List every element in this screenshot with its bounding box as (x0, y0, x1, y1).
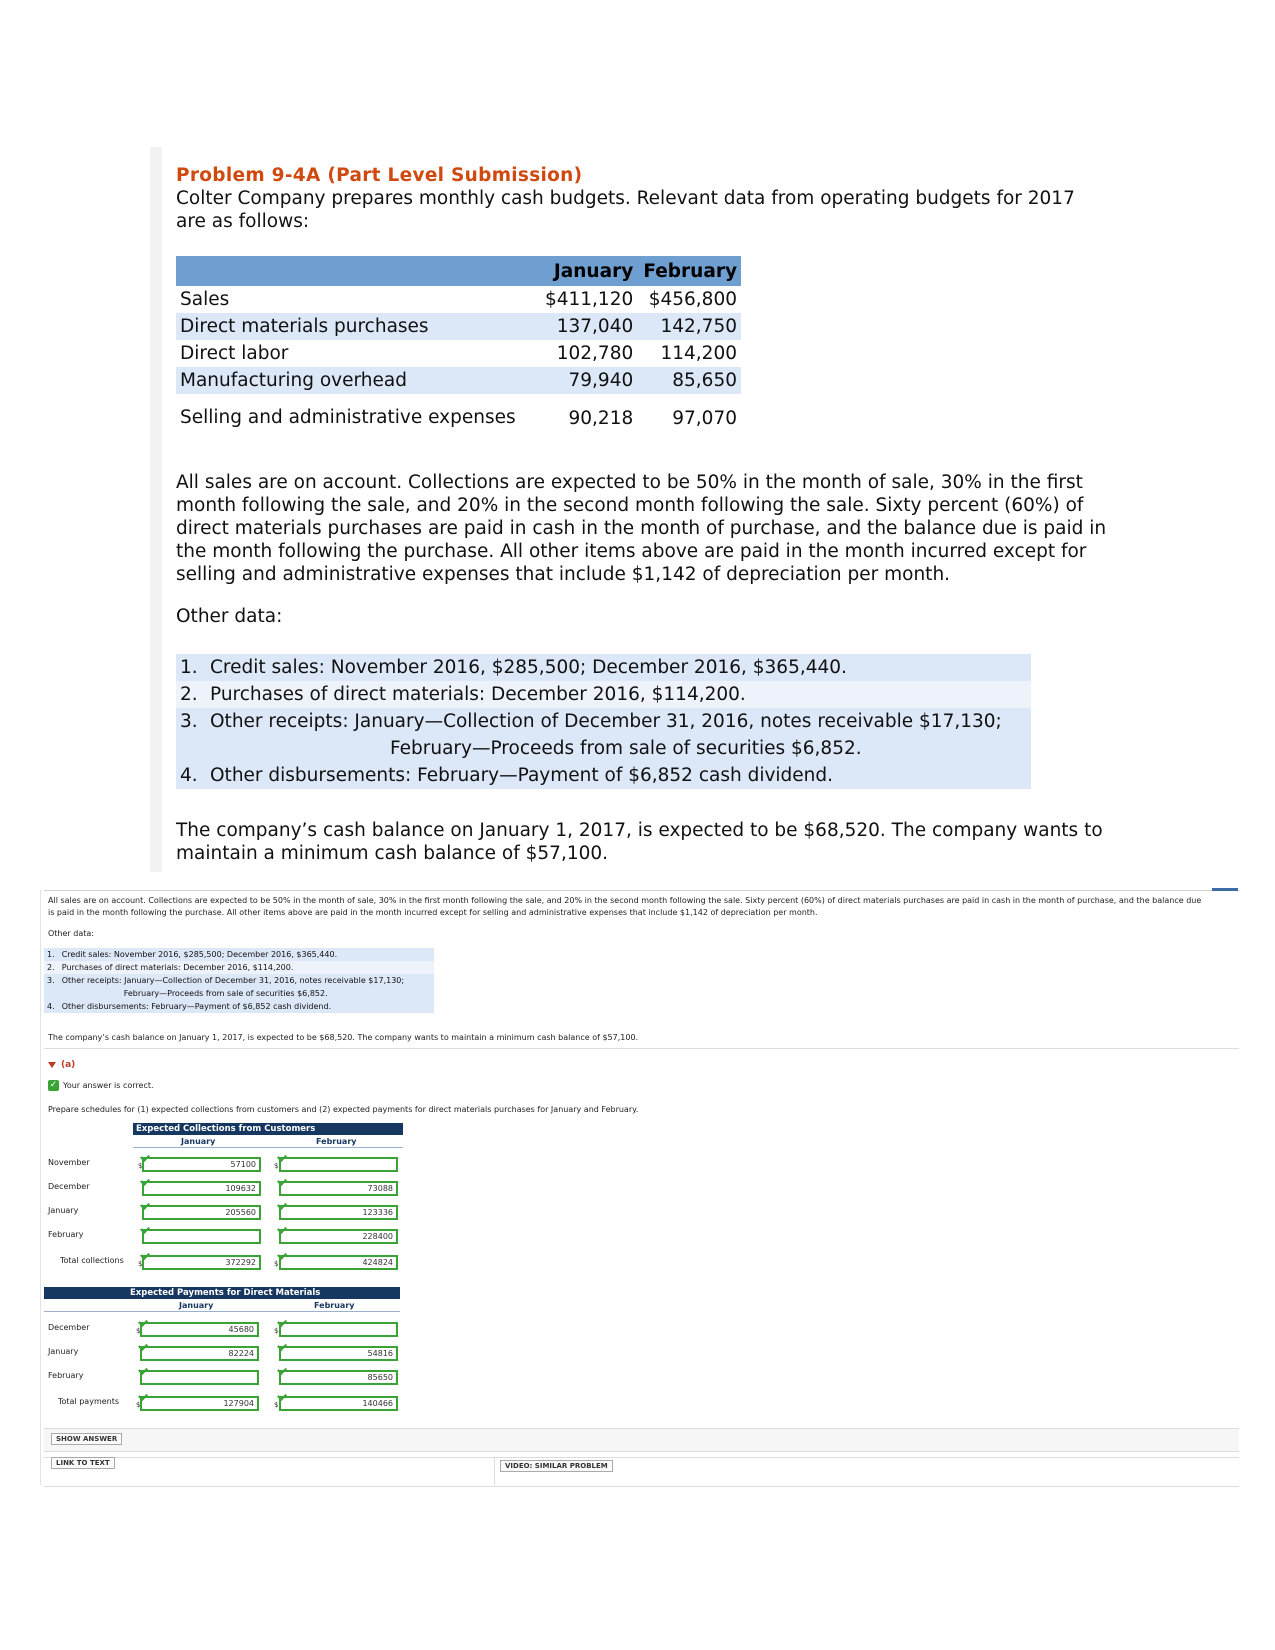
collections-february-february[interactable]: 228400 (279, 1229, 398, 1244)
part-a-toggle[interactable]: (a) (48, 1060, 75, 1070)
row-label-february: February (48, 1371, 84, 1380)
answer-status: ✓ Your answer is correct. (49, 1080, 154, 1090)
cash-balance-text: The company’s cash balance on January 1, 2017, is expected to be $68,520. The company wants to maintain a minimum cash balance of $57,100. (176, 820, 1103, 864)
dollar-sign: $ (274, 1327, 279, 1335)
list-item: 2. Purchases of direct materials: December 2016, $114,200. (44, 961, 434, 974)
other-data-list-small (44, 948, 434, 1013)
list-item: 2. Purchases of direct materials: December 2016, $114,200. (176, 681, 1031, 708)
payments-january-february[interactable]: 54816 (279, 1346, 398, 1361)
payments-schedule-title: Expected Payments for Direct Materials (44, 1287, 400, 1299)
answer-toolbar (44, 1428, 1239, 1452)
list-item: February—Proceeds from sale of securities $6,852. (44, 987, 434, 1000)
row-label-december: December (48, 1323, 90, 1332)
row-label-december: December (48, 1182, 90, 1191)
dollar-sign: $ (138, 1260, 143, 1268)
list-item: 4. Other disbursements: February—Payment of $6,852 cash dividend. (44, 1000, 434, 1013)
dollar-sign: $ (136, 1401, 141, 1409)
list-item: 1. Credit sales: November 2016, $285,500; December 2016, $365,440. (176, 654, 1031, 681)
problem-intro: Colter Company prepares monthly cash budgets. Relevant data from operating budgets for 2017 are as follows: (176, 188, 1075, 232)
divider (494, 1457, 495, 1485)
row-label-total-payments: Total payments (58, 1397, 120, 1406)
payments-february-february[interactable]: 85650 (279, 1370, 398, 1385)
operating-budget-table (176, 256, 741, 442)
payments-total-january[interactable]: 127904 (140, 1396, 259, 1411)
table-row: Manufacturing overhead 79,940 85,650 (176, 367, 741, 394)
dollar-sign: $ (138, 1162, 143, 1170)
table-row: Direct labor 102,780 114,200 (176, 340, 741, 367)
list-item: 3. Other receipts: January—Collection of December 31, 2016, notes receivable $17,130; (44, 974, 434, 987)
other-data-label: Other data: (176, 606, 283, 627)
payments-total-february[interactable]: 140466 (279, 1396, 398, 1411)
collections-november-february[interactable] (279, 1157, 398, 1172)
list-item: 1. Credit sales: November 2016, $285,500; December 2016, $365,440. (44, 948, 434, 961)
collections-total-february[interactable]: 424824 (279, 1255, 398, 1270)
divider (44, 1048, 1239, 1049)
payments-december-february[interactable] (279, 1322, 398, 1337)
table-row: Direct materials purchases 137,040 142,750 (176, 313, 741, 340)
payments-january-january[interactable]: 82224 (140, 1346, 259, 1361)
payments-schedule-header: January February (44, 1300, 400, 1312)
show-answer-button[interactable]: SHOW ANSWER (51, 1433, 122, 1445)
list-item: 3. Other receipts: January—Collection of December 31, 2016, notes receivable $17,130; (176, 708, 1031, 735)
checkmark-icon: ✓ (49, 1080, 58, 1090)
collections-february-january[interactable] (142, 1229, 261, 1244)
problem-title: Problem 9-4A (Part Level Submission) (176, 165, 583, 186)
caret-down-icon (48, 1062, 56, 1068)
collections-schedule-title: Expected Collections from Customers (133, 1123, 403, 1135)
video-similar-problem-button[interactable]: VIDEO: SIMILAR PROBLEM (500, 1460, 613, 1472)
link-to-text-button[interactable]: LINK TO TEXT (51, 1457, 115, 1469)
row-label-november: November (48, 1158, 90, 1167)
collections-total-january[interactable]: 372292 (142, 1255, 261, 1270)
list-item: February—Proceeds from sale of securities $6,852. (176, 735, 1031, 762)
col-february: February (637, 256, 741, 286)
other-data-list (176, 654, 1031, 789)
payments-february-january[interactable] (140, 1370, 259, 1385)
table-row: Sales $411,120 $456,800 (176, 286, 741, 313)
cash-balance-text-small: The company’s cash balance on January 1, 2017, is expected to be $68,520. The company wants to maintain a minimum cash balance of $57,100. (48, 1033, 639, 1042)
row-label-january: January (48, 1206, 79, 1215)
resources-toolbar (44, 1457, 1239, 1487)
dollar-sign: $ (274, 1401, 279, 1409)
row-label-total-collections: Total collections (60, 1256, 124, 1265)
col-january: January (539, 256, 637, 286)
dollar-sign: $ (274, 1260, 279, 1268)
part-a-instructions: Prepare schedules for (1) expected collections from customers and (2) expected payments for direct materials purchases for January and February. (48, 1105, 639, 1114)
row-label-january: January (48, 1347, 79, 1356)
collection-rules-text: All sales are on account. Collections are expected to be 50% in the month of sale, 30% in the first month following the sale, and 20% in the second month following the sale. Sixty percent (60%) of direct materials purchases are paid in cash in the month of purchase, and the balance due is paid in the month following the purchase. All other items above are paid in the month incurred except for selling and administrative expenses that include $1,142 of depreciation per month. (176, 472, 1107, 585)
collections-january-february[interactable]: 123336 (279, 1205, 398, 1220)
scroll-indicator (1212, 888, 1238, 891)
collections-january-january[interactable]: 205560 (142, 1205, 261, 1220)
collection-rules-text-small: All sales are on account. Collections are expected to be 50% in the month of sale, 30% in the first month following the sale, and 20% in the second month following the sale. Sixty percent (60%) of direct materials purchases are paid in cash in the month of purchase, and the balance due is paid in the month following the purchase. All other items above are paid in the month incurred except for selling and administrative expenses that include $1,142 of depreciation per month. (48, 896, 1202, 917)
dollar-sign: $ (274, 1162, 279, 1170)
dollar-sign: $ (136, 1327, 141, 1335)
collections-december-january[interactable]: 109632 (142, 1181, 261, 1196)
table-row: Selling and administrative expenses 90,218 97,070 (176, 394, 741, 442)
collections-november-january[interactable]: 57100 (142, 1157, 261, 1172)
other-data-label-small: Other data: (48, 929, 94, 938)
payments-december-january[interactable]: 45680 (140, 1322, 259, 1337)
divider (40, 890, 41, 1485)
collections-december-february[interactable]: 73088 (279, 1181, 398, 1196)
list-item: 4. Other disbursements: February—Payment of $6,852 cash dividend. (176, 762, 1031, 789)
collections-schedule-header: January February (133, 1136, 403, 1148)
divider (44, 890, 1239, 891)
row-label-february: February (48, 1230, 84, 1239)
